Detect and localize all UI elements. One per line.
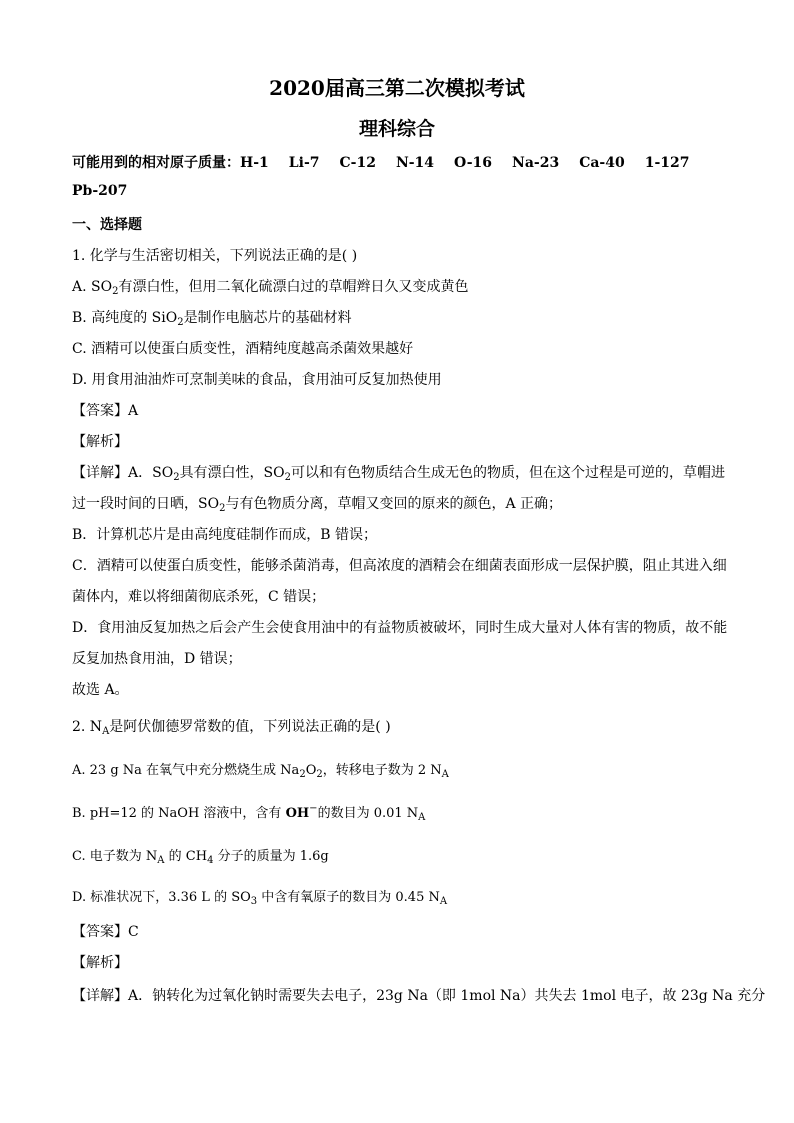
atomic-mass-item: Na-23 [512, 155, 560, 171]
q1-explain-6: D．食用油反复加热之后会产生会使食用油中的有益物质被破坏，同时生成大量对人体有害的物质，故不能 [72, 620, 728, 636]
q2-stem: 2. $N_A$是阿伏伽德罗常数的值，下列说法正确的是( ) [72, 719, 391, 737]
q1-explain-5: 菌体内，难以将细菌彻底杀死，C 错误； [72, 589, 326, 605]
atomic-mass-item: N-14 [395, 155, 435, 171]
q1-option-b: B. 高纯度的 SiO$_2$是制作电脑芯片的基础材料 [72, 310, 352, 328]
atomic-mass-line [72, 152, 690, 172]
q1-answer [72, 400, 138, 420]
answer-value: C [128, 924, 139, 940]
q2-option-c: C. 电子数为 $N_A$ 的 $CH_4$ 分子的质量为 1.6g [72, 849, 329, 866]
answer-value: A [128, 403, 139, 419]
answer-tag: 【答案】 [72, 924, 128, 940]
answer-tag: 【答案】 [72, 403, 128, 419]
atomic-mass-item: H-1 [240, 155, 269, 171]
q1-explain-8: 故选 A。 [72, 682, 129, 698]
q1-option-d: D. 用食用油油炸可烹制美味的食品，食用油可反复加热使用 [72, 372, 442, 388]
atomic-mass-item: Ca-40 [579, 155, 625, 171]
atomic-mass-item: O-16 [454, 155, 493, 171]
exam-title: 2020届高三第二次模拟考试 [269, 76, 525, 100]
q1-explain-3: B．计算机芯片是由高纯度硅制作而成，B 错误； [72, 527, 378, 543]
q1-analysis-tag: 【解析】 [72, 434, 128, 450]
q2-option-d: D. 标准状况下，3.36 L 的 $SO_3$ 中含有氧原子的数目为 0.45 $N_A$ [72, 890, 448, 907]
q1-option-a: A. $SO_2$有漂白性，但用二氧化硫漂白过的草帽辫日久又变成黄色 [72, 279, 469, 297]
q2-option-b: B. pH=12 的 NaOH 溶液中，含有 OH−的数目为 0.01 $N_A$ [72, 803, 426, 823]
q2-analysis-tag: 【解析】 [72, 955, 128, 971]
q1-explain-7: 反复加热食用油，D 错误； [72, 651, 242, 667]
q1-option-c: C. 酒精可以使蛋白质变性，酒精纯度越高杀菌效果越好 [72, 341, 414, 357]
atomic-mass-item: 1-127 [644, 155, 690, 171]
section-heading: 一、选择题 [72, 217, 142, 233]
q1-explain-1: 【详解】A．$SO_2$具有漂白性，$SO_2$可以和有色物质结合生成无色的物质，但在这个过程是可逆的，草帽进 [72, 465, 726, 483]
q2-answer [72, 921, 139, 941]
atomic-mass-label: 可能用到的相对原子质量： [72, 155, 240, 171]
q1-stem: 1. 化学与生活密切相关，下列说法正确的是( ) [72, 248, 358, 264]
q1-explain-2: 过一段时间的日晒，$SO_2$与有色物质分离，草帽又变回的原来的颜色，A 正确； [72, 496, 563, 514]
q2-option-a: A. 23 g Na 在氧气中充分燃烧生成 $Na_2O_2$，转移电子数为 2 $N_A$ [72, 763, 449, 780]
atomic-mass-wrap: Pb-207 [72, 183, 128, 199]
atomic-mass-item: C-12 [339, 155, 376, 171]
atomic-mass-item: Li-7 [288, 155, 320, 171]
exam-subject: 理科综合 [358, 118, 435, 140]
q2-explain-1: 【详解】A．钠转化为过氧化钠时需要失去电子，23g Na（即 1mol Na）共失去 1mol 电子，故 23g Na 充分 [72, 988, 766, 1004]
q1-explain-4: C．酒精可以使蛋白质变性，能够杀菌消毒，但高浓度的酒精会在细菌表面形成一层保护膜，阻止其进入细 [72, 558, 727, 574]
